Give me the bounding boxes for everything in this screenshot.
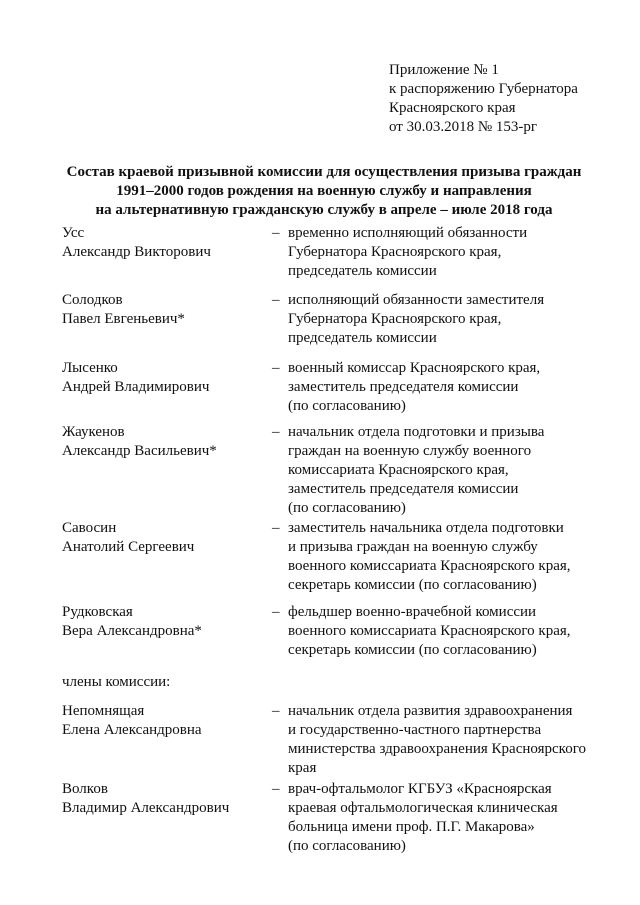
members-heading: члены комиссии: [62,674,171,690]
position-line: и призыва граждан на военную службу [288,539,538,555]
position-line: исполняющий обязанности заместителя [288,292,545,308]
person-surname: Жаукенов [62,424,125,440]
position-line: (по согласованию) [288,838,406,854]
entry-dash: – [272,360,280,376]
person-name [62,291,262,329]
person-surname: Непомнящая [62,703,145,719]
title-line: на альтернативную гражданскую службу в апреле – июле 2018 года [95,202,553,218]
person-surname: Лысенко [62,360,118,376]
person-name [62,603,262,641]
position-line: больница имени проф. П.Г. Макарова» [288,819,535,835]
position-line: временно исполняющий обязанности [288,225,528,241]
person-surname: Солодков [62,292,123,308]
position-line: врач-офтальмолог КГБУЗ «Красноярская [288,781,552,797]
person-given-name: Елена Александровна [62,722,202,738]
position-line: начальник отдела развития здравоохранения [288,703,573,719]
person-surname: Усс [62,225,85,241]
position-line: председатель комиссии [288,263,437,279]
position-line: секретарь комиссии (по согласованию) [288,642,537,658]
person-position [288,224,608,281]
position-line: края [288,760,317,776]
person-given-name: Александр Викторович [62,244,211,260]
position-line: министерства здравоохранения Красноярского [288,741,586,757]
person-surname: Савосин [62,520,117,536]
person-name [62,359,262,397]
appendix-line: Красноярского края [389,100,516,116]
entry-dash: – [272,225,280,241]
position-line: граждан на военную службу военного [288,443,532,459]
entry-dash: – [272,520,280,536]
person-position [288,780,608,856]
person-position [288,291,608,348]
person-name [62,224,262,262]
position-line: заместитель председателя комиссии [288,379,519,395]
title-line: Состав краевой призывной комиссии для осуществления призыва граждан [66,164,582,180]
person-given-name: Александр Васильевич* [62,443,217,459]
position-line: военного комиссариата Красноярского края, [288,623,571,639]
entry-dash: – [272,781,280,797]
person-given-name: Вера Александровна* [62,623,202,639]
entry-dash: – [272,292,280,308]
entry-dash: – [272,424,280,440]
person-given-name: Павел Евгеньевич* [62,311,185,327]
position-line: председатель комиссии [288,330,437,346]
position-line: комиссариата Красноярского края, [288,462,509,478]
position-line: военный комиссар Красноярского края, [288,360,541,376]
person-name [62,780,262,818]
appendix-header [389,61,578,137]
person-position [288,519,608,595]
position-line: фельдшер военно-врачебной комиссии [288,604,537,620]
position-line: Губернатора Красноярского края, [288,244,502,260]
person-given-name: Андрей Владимирович [62,379,210,395]
person-position [288,702,608,778]
position-line: краевая офтальмологическая клиническая [288,800,558,816]
position-line: заместитель председателя комиссии [288,481,519,497]
position-line: начальник отдела подготовки и призыва [288,424,545,440]
document-title [40,163,608,220]
position-line: секретарь комиссии (по согласованию) [288,577,537,593]
appendix-line: Приложение № 1 [389,62,499,78]
appendix-line: от 30.03.2018 № 153-рг [389,119,538,135]
entry-dash: – [272,604,280,620]
person-name [62,423,262,461]
person-position [288,603,608,660]
appendix-line: к распоряжению Губернатора [389,81,578,97]
entry-dash: – [272,703,280,719]
position-line: (по согласованию) [288,500,406,516]
position-line: Губернатора Красноярского края, [288,311,502,327]
person-surname: Рудковская [62,604,133,620]
title-line: 1991–2000 годов рождения на военную службу и направления [116,183,532,199]
person-given-name: Анатолий Сергеевич [62,539,195,555]
position-line: заместитель начальника отдела подготовки [288,520,564,536]
position-line: военного комиссариата Красноярского края, [288,558,571,574]
position-line: и государственно-частного партнерства [288,722,542,738]
person-name [62,519,262,557]
person-given-name: Владимир Александрович [62,800,230,816]
person-position [288,423,608,518]
person-surname: Волков [62,781,108,797]
person-name [62,702,262,740]
position-line: (по согласованию) [288,398,406,414]
person-position [288,359,608,416]
